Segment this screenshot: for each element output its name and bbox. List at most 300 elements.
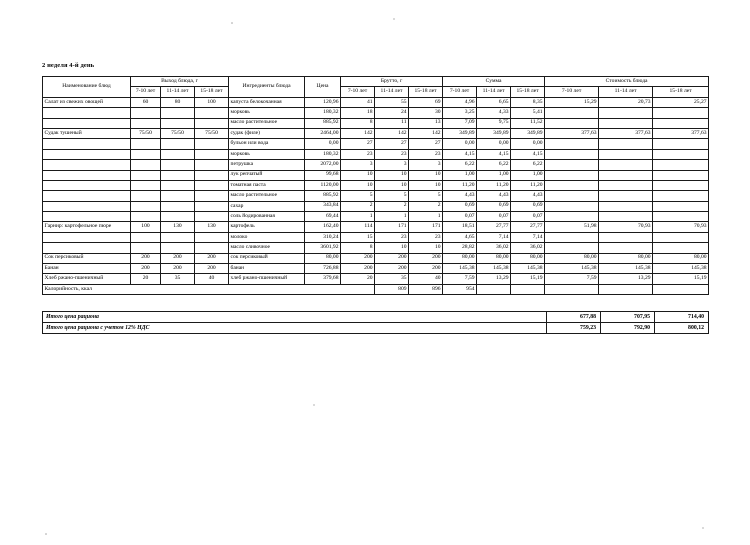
cell-cost-1	[599, 139, 653, 149]
cell-gross-1: 24	[375, 108, 409, 118]
cell-cost-0	[545, 243, 599, 253]
cell-sum-2: 27,77	[511, 222, 545, 232]
cell-ingredient: масло сливочное	[229, 243, 305, 253]
cell-cost-2	[653, 243, 709, 253]
cell-gross-2: 40	[409, 274, 443, 284]
cell-dish-name	[43, 201, 131, 211]
cell-gross-0: 2	[341, 201, 375, 211]
cell-sum-2: 7,14	[511, 232, 545, 242]
cell-cost-0: 51,98	[545, 222, 599, 232]
cell-output-0	[131, 191, 161, 201]
cell-cost-1	[599, 201, 653, 211]
cell-ingredient: соль йодированная	[229, 212, 305, 222]
table-row	[43, 212, 709, 222]
header-age-7-10-sum: 7-10 лет	[443, 87, 477, 97]
cell-price: 2464,00	[305, 128, 341, 138]
cell-cost-2	[653, 149, 709, 159]
cell-cost-1	[599, 170, 653, 180]
cell-sum-2: 80,00	[511, 253, 545, 263]
cell-output-2	[195, 149, 229, 159]
cell-gross-2: 5	[409, 191, 443, 201]
cell-sum-1: 0,07	[477, 212, 511, 222]
header-age-15-18-cost: 15-18 лет	[653, 87, 709, 97]
cell-ingredient: молоко	[229, 232, 305, 242]
cell-dish-name	[43, 108, 131, 118]
cell-output-0	[131, 180, 161, 190]
table-row	[43, 253, 709, 263]
totals-value-1: 792,90	[601, 323, 655, 334]
cell-cost-1: 80,00	[599, 253, 653, 263]
cell-cost-0	[545, 191, 599, 201]
cell-cost-2: 25,27	[653, 97, 709, 107]
cell-gross-0: 10	[341, 180, 375, 190]
cell-gross-2: 27	[409, 139, 443, 149]
cell-dish-name: Судак тушеный	[43, 128, 131, 138]
menu-table	[42, 76, 709, 295]
totals-value-2: 714,40	[655, 312, 709, 323]
cell-sum-2: 36,02	[511, 243, 545, 253]
cell-output-1: 130	[161, 222, 195, 232]
header-output: Выход блюда, г	[131, 77, 229, 87]
cell-gross-0: 200	[341, 253, 375, 263]
cell-ingredient: лук репчатый	[229, 170, 305, 180]
cell-sum-1: 36,02	[477, 243, 511, 253]
kcal-label: Калорийность, ккал	[43, 284, 375, 294]
cell-output-1: 200	[161, 264, 195, 274]
cell-cost-1	[599, 118, 653, 128]
cell-output-2: 75/50	[195, 128, 229, 138]
cell-cost-1	[599, 232, 653, 242]
cell-gross-2: 2	[409, 201, 443, 211]
cell-output-0	[131, 160, 161, 170]
cell-cost-1	[599, 149, 653, 159]
kcal-row	[43, 284, 709, 294]
kcal-empty-4	[653, 284, 709, 294]
header-price: Цена	[305, 77, 341, 98]
cell-dish-name: Гарнир: картофельное пюре	[43, 222, 131, 232]
cell-gross-0: 10	[341, 170, 375, 180]
cell-cost-1: 145,38	[599, 264, 653, 274]
cell-gross-1: 1	[375, 212, 409, 222]
cell-price: 379,68	[305, 274, 341, 284]
cell-cost-1	[599, 191, 653, 201]
cell-sum-1: 4,43	[477, 191, 511, 201]
cell-gross-2: 10	[409, 243, 443, 253]
cell-sum-1: 145,38	[477, 264, 511, 274]
cell-output-1	[161, 139, 195, 149]
cell-cost-0	[545, 149, 599, 159]
cell-cost-0	[545, 212, 599, 222]
cell-gross-2: 10	[409, 180, 443, 190]
cell-sum-1: 0,00	[477, 139, 511, 149]
cell-gross-0: 1	[341, 212, 375, 222]
cell-price: 343,84	[305, 201, 341, 211]
scan-speck	[702, 527, 704, 529]
kcal-empty-2	[545, 284, 599, 294]
cell-gross-1: 200	[375, 264, 409, 274]
cell-gross-1: 11	[375, 118, 409, 128]
cell-sum-2: 4,43	[511, 191, 545, 201]
cell-dish-name	[43, 118, 131, 128]
cell-output-1	[161, 149, 195, 159]
totals-row	[43, 312, 709, 323]
cell-cost-0: 7,59	[545, 274, 599, 284]
cell-price: 99,68	[305, 170, 341, 180]
table-row	[43, 97, 709, 107]
cell-ingredient: масло растительное	[229, 118, 305, 128]
cell-gross-1: 10	[375, 170, 409, 180]
cell-cost-2	[653, 232, 709, 242]
cell-ingredient: морковь	[229, 149, 305, 159]
cell-cost-2: 377,63	[653, 128, 709, 138]
cell-output-1: 80	[161, 97, 195, 107]
cell-gross-2: 30	[409, 108, 443, 118]
table-row	[43, 264, 709, 274]
cell-cost-2	[653, 160, 709, 170]
cell-cost-2: 145,38	[653, 264, 709, 274]
cell-ingredient: масло растительное	[229, 191, 305, 201]
cell-cost-2	[653, 108, 709, 118]
cell-gross-2: 10	[409, 170, 443, 180]
cell-sum-2: 0,07	[511, 212, 545, 222]
cell-cost-2	[653, 212, 709, 222]
cell-ingredient: петрушка	[229, 160, 305, 170]
cell-sum-2: 5,41	[511, 108, 545, 118]
totals-table	[42, 311, 709, 334]
cell-output-2	[195, 170, 229, 180]
table-row	[43, 160, 709, 170]
cell-output-1	[161, 212, 195, 222]
cell-output-2	[195, 191, 229, 201]
cell-sum-0: 7,59	[443, 274, 477, 284]
table-row	[43, 118, 709, 128]
table-row	[43, 149, 709, 159]
cell-dish-name: Салат из свежих овощей	[43, 97, 131, 107]
cell-dish-name: Хлеб ржано-пшеничный	[43, 274, 131, 284]
cell-cost-0: 145,38	[545, 264, 599, 274]
cell-sum-1: 13,29	[477, 274, 511, 284]
cell-sum-2: 15,19	[511, 274, 545, 284]
cell-sum-0: 4,65	[443, 232, 477, 242]
cell-output-2: 40	[195, 274, 229, 284]
cell-output-0	[131, 243, 161, 253]
cell-output-0	[131, 118, 161, 128]
cell-gross-2: 23	[409, 149, 443, 159]
cell-output-0	[131, 212, 161, 222]
table-header-row-1	[43, 77, 709, 87]
cell-output-2	[195, 118, 229, 128]
cell-cost-2: 15,19	[653, 274, 709, 284]
cell-sum-0: 0,07	[443, 212, 477, 222]
cell-cost-1	[599, 243, 653, 253]
kcal-value-0: 809	[375, 284, 409, 294]
table-row	[43, 128, 709, 138]
cell-gross-1: 23	[375, 149, 409, 159]
cell-sum-1: 6,22	[477, 160, 511, 170]
scan-speck	[45, 533, 47, 535]
cell-output-1	[161, 118, 195, 128]
cell-sum-0: 145,38	[443, 264, 477, 274]
cell-sum-2: 0,00	[511, 139, 545, 149]
cell-sum-1: 11,20	[477, 180, 511, 190]
cell-output-1	[161, 108, 195, 118]
cell-price: 885,92	[305, 191, 341, 201]
cell-price: 80,00	[305, 253, 341, 263]
header-age-15-18-out: 15-18 лет	[195, 87, 229, 97]
cell-dish-name	[43, 170, 131, 180]
cell-ingredient: картофель	[229, 222, 305, 232]
cell-output-1	[161, 160, 195, 170]
table-row	[43, 222, 709, 232]
cell-price: 180,32	[305, 149, 341, 159]
cell-sum-2: 8,35	[511, 97, 545, 107]
cell-cost-0: 377,63	[545, 128, 599, 138]
cell-gross-0: 114	[341, 222, 375, 232]
cell-sum-1: 0,69	[477, 201, 511, 211]
cell-ingredient: сок персиковый	[229, 253, 305, 263]
cell-sum-0: 28,82	[443, 243, 477, 253]
header-dish: Наименование блюд	[43, 77, 131, 98]
cell-sum-2: 145,38	[511, 264, 545, 274]
cell-ingredient: капуста белокочанная	[229, 97, 305, 107]
cell-gross-0: 142	[341, 128, 375, 138]
cell-price: 120,96	[305, 97, 341, 107]
cell-sum-1: 349,89	[477, 128, 511, 138]
cell-cost-0	[545, 118, 599, 128]
header-age-11-14-sum: 11-14 лет	[477, 87, 511, 97]
cell-dish-name: Банан	[43, 264, 131, 274]
cell-output-1	[161, 191, 195, 201]
cell-dish-name	[43, 160, 131, 170]
table-row	[43, 108, 709, 118]
kcal-value-2: 954	[443, 284, 477, 294]
cell-ingredient: томатная паста	[229, 180, 305, 190]
table-row	[43, 139, 709, 149]
cell-gross-1: 10	[375, 243, 409, 253]
cell-sum-0: 349,89	[443, 128, 477, 138]
cell-dish-name	[43, 180, 131, 190]
cell-cost-0	[545, 170, 599, 180]
cell-output-0: 75/50	[131, 128, 161, 138]
cell-output-0: 100	[131, 222, 161, 232]
cell-cost-1: 377,63	[599, 128, 653, 138]
cell-cost-2	[653, 201, 709, 211]
cell-ingredient: бульон или вода	[229, 139, 305, 149]
cell-gross-0: 3	[341, 160, 375, 170]
cell-gross-2: 200	[409, 253, 443, 263]
header-age-11-14-cost: 11-14 лет	[599, 87, 653, 97]
cell-output-1: 35	[161, 274, 195, 284]
cell-price: 2072,00	[305, 160, 341, 170]
table-row	[43, 274, 709, 284]
cell-sum-0: 4,43	[443, 191, 477, 201]
cell-cost-0: 15,29	[545, 97, 599, 107]
cell-dish-name	[43, 212, 131, 222]
cell-gross-1: 142	[375, 128, 409, 138]
cell-sum-0: 80,00	[443, 253, 477, 263]
cell-sum-0: 18,51	[443, 222, 477, 232]
cell-cost-0	[545, 160, 599, 170]
header-age-11-14-out: 11-14 лет	[161, 87, 195, 97]
cell-output-0	[131, 232, 161, 242]
cell-ingredient: банан	[229, 264, 305, 274]
cell-dish-name	[43, 149, 131, 159]
cell-sum-0: 6,22	[443, 160, 477, 170]
cell-output-1	[161, 180, 195, 190]
cell-output-0: 200	[131, 264, 161, 274]
header-age-11-14-gross: 11-14 лет	[375, 87, 409, 97]
table-row	[43, 243, 709, 253]
cell-output-0: 60	[131, 97, 161, 107]
kcal-empty-3	[599, 284, 653, 294]
cell-output-0: 200	[131, 253, 161, 263]
cell-gross-1: 171	[375, 222, 409, 232]
cell-output-2: 200	[195, 253, 229, 263]
cell-output-2	[195, 212, 229, 222]
cell-sum-0: 0,00	[443, 139, 477, 149]
cell-gross-1: 10	[375, 180, 409, 190]
cell-price: 69,44	[305, 212, 341, 222]
cell-cost-0	[545, 180, 599, 190]
cell-cost-1: 13,29	[599, 274, 653, 284]
kcal-empty-0	[477, 284, 511, 294]
header-sum: Сумма	[443, 77, 545, 87]
cell-sum-1: 4,33	[477, 108, 511, 118]
kcal-value-1: 896	[409, 284, 443, 294]
cell-cost-1	[599, 108, 653, 118]
cell-price: 726,88	[305, 264, 341, 274]
cell-cost-2	[653, 139, 709, 149]
cell-sum-2: 11,52	[511, 118, 545, 128]
cell-ingredient: морковь	[229, 108, 305, 118]
cell-output-1	[161, 243, 195, 253]
cell-price: 180,32	[305, 108, 341, 118]
cell-cost-0	[545, 108, 599, 118]
scan-speck	[393, 18, 395, 20]
cell-cost-1: 70,93	[599, 222, 653, 232]
cell-output-2	[195, 180, 229, 190]
cell-dish-name: Сок персиковый	[43, 253, 131, 263]
cell-sum-0: 0,69	[443, 201, 477, 211]
cell-price: 162,40	[305, 222, 341, 232]
header-age-7-10-out: 7-10 лет	[131, 87, 161, 97]
totals-label: Итого цена рациона с учетом 12% НДС	[43, 323, 547, 334]
cell-gross-0: 15	[341, 232, 375, 242]
cell-cost-2	[653, 191, 709, 201]
cell-output-0	[131, 170, 161, 180]
cell-sum-0: 11,20	[443, 180, 477, 190]
cell-gross-2: 13	[409, 118, 443, 128]
cell-output-2	[195, 160, 229, 170]
cell-dish-name	[43, 191, 131, 201]
cell-output-2	[195, 201, 229, 211]
cell-cost-0	[545, 232, 599, 242]
cell-output-2	[195, 139, 229, 149]
cell-cost-1: 20,73	[599, 97, 653, 107]
cell-gross-0: 23	[341, 149, 375, 159]
cell-cost-2	[653, 180, 709, 190]
cell-output-2	[195, 108, 229, 118]
cell-gross-1: 23	[375, 232, 409, 242]
cell-output-2	[195, 232, 229, 242]
cell-gross-1: 2	[375, 201, 409, 211]
table-row	[43, 201, 709, 211]
cell-sum-0: 1,00	[443, 170, 477, 180]
cell-cost-0	[545, 139, 599, 149]
cell-gross-2: 142	[409, 128, 443, 138]
cell-gross-2: 171	[409, 222, 443, 232]
header-age-7-10-gross: 7-10 лет	[341, 87, 375, 97]
cell-output-0	[131, 149, 161, 159]
cell-gross-1: 5	[375, 191, 409, 201]
cell-sum-2: 6,22	[511, 160, 545, 170]
cell-output-0	[131, 108, 161, 118]
cell-gross-2: 23	[409, 232, 443, 242]
cell-dish-name	[43, 243, 131, 253]
cell-gross-1: 55	[375, 97, 409, 107]
cell-sum-1: 27,77	[477, 222, 511, 232]
cell-output-1: 200	[161, 253, 195, 263]
kcal-empty-1	[511, 284, 545, 294]
cell-ingredient: сахар	[229, 201, 305, 211]
cell-sum-2: 11,20	[511, 180, 545, 190]
cell-ingredient: судак (филе)	[229, 128, 305, 138]
totals-value-2: 800,12	[655, 323, 709, 334]
cell-dish-name	[43, 232, 131, 242]
cell-output-1: 75/50	[161, 128, 195, 138]
cell-sum-1: 80,00	[477, 253, 511, 263]
scan-speck	[231, 22, 233, 24]
header-age-15-18-gross: 15-18 лет	[409, 87, 443, 97]
cell-output-1	[161, 232, 195, 242]
cell-sum-1: 4,15	[477, 149, 511, 159]
cell-cost-2: 80,00	[653, 253, 709, 263]
cell-output-0: 20	[131, 274, 161, 284]
cell-cost-2	[653, 118, 709, 128]
table-header-row-2	[43, 87, 709, 97]
cell-gross-2: 200	[409, 264, 443, 274]
totals-value-1: 707,95	[601, 312, 655, 323]
table-row	[43, 180, 709, 190]
cell-gross-1: 27	[375, 139, 409, 149]
totals-value-0: 677,88	[547, 312, 601, 323]
totals-value-0: 759,23	[547, 323, 601, 334]
cell-gross-0: 20	[341, 274, 375, 284]
cell-sum-2: 349,89	[511, 128, 545, 138]
table-row	[43, 170, 709, 180]
cell-cost-1	[599, 180, 653, 190]
cell-price: 310,24	[305, 232, 341, 242]
cell-sum-0: 4,15	[443, 149, 477, 159]
cell-gross-0: 8	[341, 118, 375, 128]
cell-output-2: 200	[195, 264, 229, 274]
cell-gross-0: 8	[341, 243, 375, 253]
totals-row	[43, 323, 709, 334]
cell-sum-0: 3,25	[443, 108, 477, 118]
cell-cost-2: 70,93	[653, 222, 709, 232]
cell-output-1	[161, 170, 195, 180]
cell-sum-2: 0,69	[511, 201, 545, 211]
cell-output-0	[131, 139, 161, 149]
cell-sum-1: 1,00	[477, 170, 511, 180]
cell-output-2: 130	[195, 222, 229, 232]
cell-cost-1	[599, 212, 653, 222]
cell-sum-0: 4,96	[443, 97, 477, 107]
cell-sum-0: 7,09	[443, 118, 477, 128]
cell-price: 1120,00	[305, 180, 341, 190]
scan-speck	[313, 404, 315, 406]
cell-sum-1: 6,65	[477, 97, 511, 107]
